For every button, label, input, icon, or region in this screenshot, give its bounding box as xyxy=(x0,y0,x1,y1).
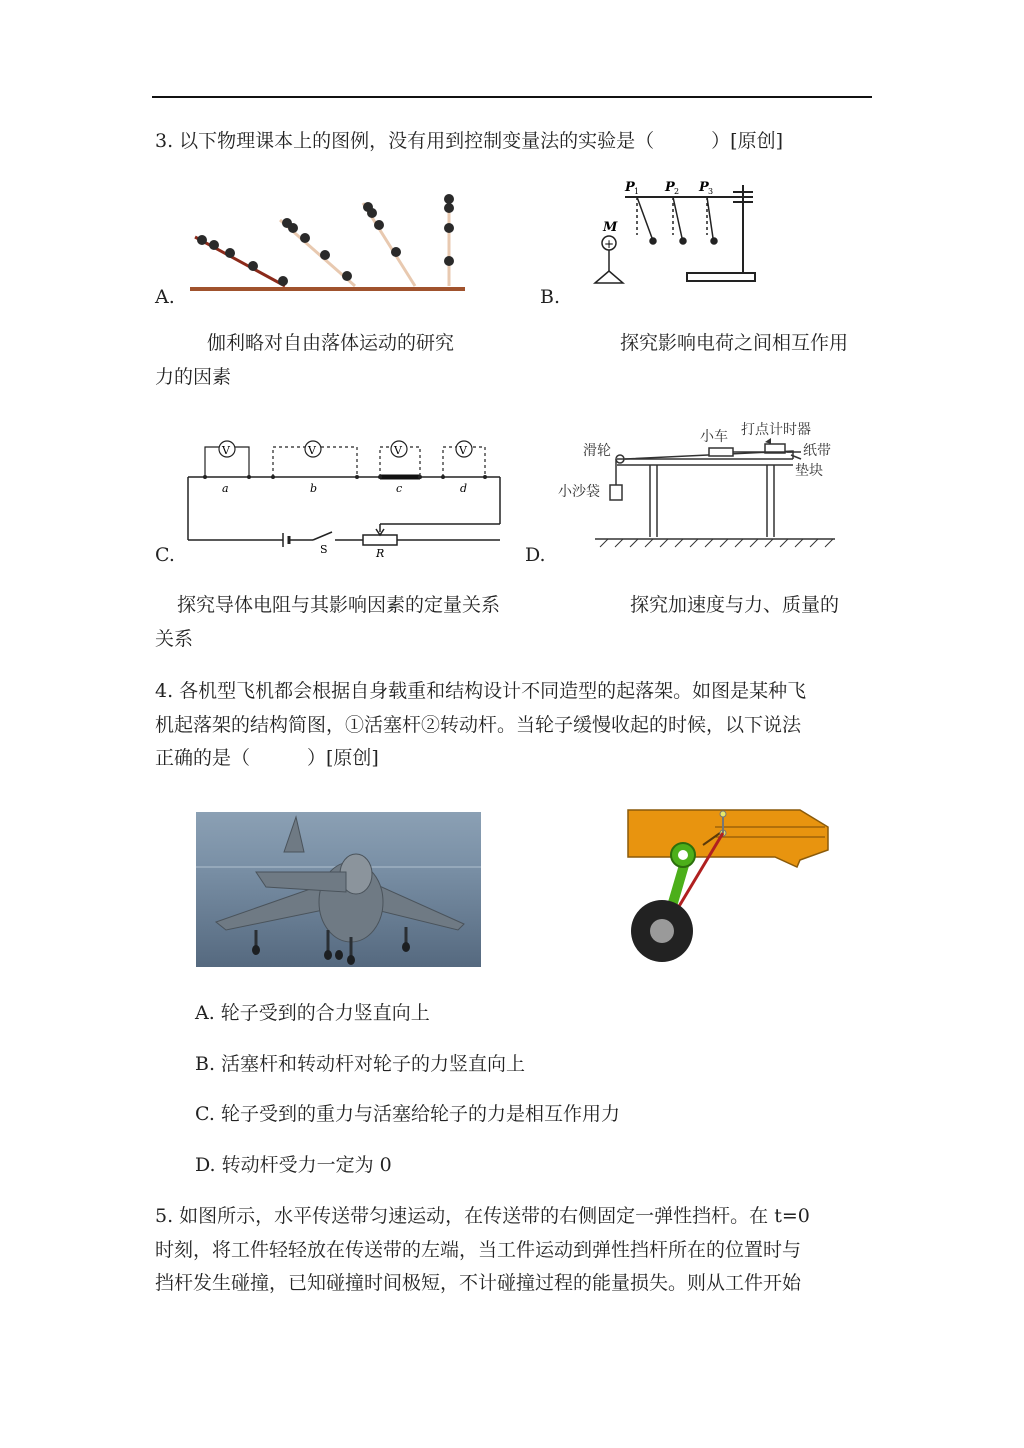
caption-c: 探究导体电阻与其影响因素的定量关系 xyxy=(177,594,501,616)
wire-label-d: d xyxy=(460,482,468,495)
plus-sign: + xyxy=(604,237,615,251)
p1-label: P xyxy=(625,180,635,195)
figure-acceleration-setup xyxy=(555,415,840,550)
timer-label: 打点计时器 xyxy=(741,422,811,438)
option-a-letter: A. xyxy=(155,286,175,308)
landing-gear-diagram xyxy=(625,805,830,970)
switch-label: S xyxy=(320,543,328,556)
figure-resistance-circuit xyxy=(185,437,505,562)
caption-d-line1: 探究加速度与力、质量的 xyxy=(630,594,840,616)
voltmeter-3: V xyxy=(394,444,402,457)
incline-1 xyxy=(195,237,285,286)
q4-line1: 4. 各机型飞机都会根据自身载重和结构设计不同造型的起落架。如图是某种飞 xyxy=(155,680,807,702)
q4-line2: 机起落架的结构简图，①活塞杆②转动杆。当轮子缓慢收起的时候，以下说法 xyxy=(155,714,802,736)
caption-b-line1: 探究影响电荷之间相互作用 xyxy=(620,332,849,354)
voltmeter-1: V xyxy=(222,444,230,457)
wire-label-a: a xyxy=(222,482,229,495)
q3-stem: 3. 以下物理课本上的图例，没有用到控制变量法的实验是（ ）[原创] xyxy=(155,130,783,152)
option-d-letter: D. xyxy=(525,544,546,566)
p3-label: P xyxy=(699,180,709,195)
wire-label-b: b xyxy=(310,482,318,495)
q4-option-c: C. 轮子受到的重力与活塞给轮子的力是相互作用力 xyxy=(195,1103,620,1125)
p3-sub: 3 xyxy=(708,187,714,196)
rheostat-label: R xyxy=(376,547,385,560)
q5-line2: 时刻，将工件轻轻放在传送带的左端，当工件运动到弹性挡杆所在的位置时与 xyxy=(155,1239,802,1261)
block-label: 垫块 xyxy=(795,463,823,479)
figure-charge-interaction xyxy=(585,175,760,290)
p1-sub: 1 xyxy=(634,187,640,196)
option-b-letter: B. xyxy=(540,286,561,308)
caption-d-line2: 关系 xyxy=(155,628,194,650)
option-c-letter: C. xyxy=(155,544,175,566)
pulley-label: 滑轮 xyxy=(583,443,611,459)
balls xyxy=(197,194,454,286)
cart-label: 小车 xyxy=(700,429,728,445)
wheel-hub xyxy=(650,919,674,943)
tape-label: 纸带 xyxy=(803,443,831,459)
header-rule xyxy=(152,96,872,98)
q4-option-a: A. 轮子受到的合力竖直向上 xyxy=(195,1002,430,1024)
sandbag-label: 小沙袋 xyxy=(558,484,600,500)
voltmeter-4: V xyxy=(459,444,467,457)
q4-option-b: B. 活塞杆和转动杆对轮子的力竖直向上 xyxy=(195,1053,526,1075)
m-label: M xyxy=(603,220,618,235)
p2-label: P xyxy=(665,180,675,195)
wire-label-c: c xyxy=(396,482,403,495)
caption-b-line2: 力的因素 xyxy=(155,366,232,388)
q5-line1: 5. 如图所示，水平传送带匀速运动，在传送带的右侧固定一弹性挡杆。在 t=0 xyxy=(155,1205,810,1227)
harrier-jet-photo xyxy=(196,812,481,967)
q5-line3: 挡杆发生碰撞，已知碰撞时间极短，不计碰撞过程的能量损失。则从工件开始 xyxy=(155,1272,802,1294)
figure-galileo-inclines xyxy=(185,185,470,297)
fuselage xyxy=(628,810,828,867)
caption-a: 伽利略对自由落体运动的研究 xyxy=(207,332,455,354)
q4-option-d: D. 转动杆受力一定为 0 xyxy=(195,1154,392,1176)
voltmeter-2: V xyxy=(308,444,316,457)
p2-sub: 2 xyxy=(674,187,680,196)
q4-line3: 正确的是（ ）[原创] xyxy=(155,747,379,769)
